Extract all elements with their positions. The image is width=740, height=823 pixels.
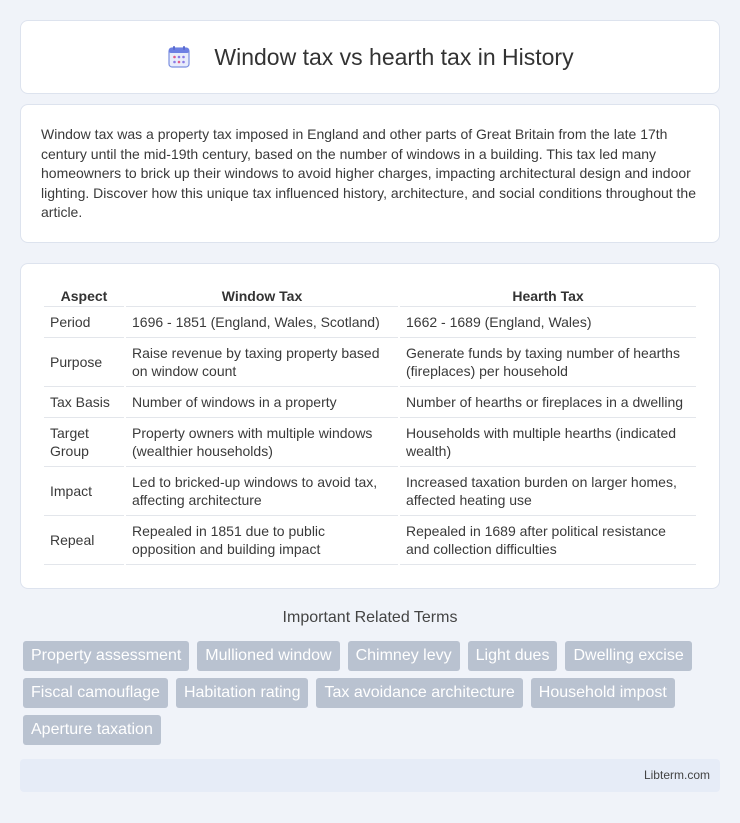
- footer: [20, 759, 720, 792]
- related-term[interactable]: Property assessment: [23, 641, 189, 671]
- comparison-table: [42, 284, 698, 565]
- header-hearth-tax: Hearth Tax: [400, 284, 696, 307]
- footer-site-link[interactable]: Libterm.com: [643, 768, 710, 782]
- calendar-icon: [166, 44, 192, 70]
- comparison-table-card: [20, 263, 720, 589]
- intro-card: [20, 104, 720, 243]
- table-row: [44, 387, 696, 418]
- related-term[interactable]: Habitation rating: [176, 678, 309, 708]
- cell-window-tax: 1696 - 1851 (England, Wales, Scotland): [126, 307, 398, 338]
- cell-hearth-tax: Generate funds by taxing number of hearths (fireplaces) per household: [400, 338, 696, 387]
- table-row: [44, 338, 696, 387]
- cell-aspect: Repeal: [44, 516, 124, 565]
- cell-aspect: Impact: [44, 467, 124, 516]
- cell-window-tax: Repealed in 1851 due to public opposition and building impact: [126, 516, 398, 565]
- table-header-row: [44, 284, 696, 307]
- cell-aspect: Purpose: [44, 338, 124, 387]
- related-term[interactable]: Household impost: [531, 678, 675, 708]
- related-term[interactable]: Chimney levy: [348, 641, 460, 671]
- related-term[interactable]: Tax avoidance architecture: [316, 678, 522, 708]
- related-term[interactable]: Fiscal camouflage: [23, 678, 168, 708]
- cell-hearth-tax: Repealed in 1689 after political resistance and collection difficulties: [400, 516, 696, 565]
- related-terms-title: Important Related Terms: [282, 609, 458, 626]
- cell-window-tax: Number of windows in a property: [126, 387, 398, 418]
- cell-window-tax: Property owners with multiple windows (wealthier households): [126, 418, 398, 467]
- cell-aspect: Period: [44, 307, 124, 338]
- intro-text: Window tax was a property tax imposed in England and other parts of Great Britain from the late 17th century until the mid-19th century, based on the number of windows in a building. This tax led many homeowners to brick up their windows to avoid higher charges, impacting architectural design and indoor lighting. Discover how this unique tax influenced history, architecture, and social conditions throughout the article.: [41, 126, 697, 221]
- cell-hearth-tax: Households with multiple hearths (indicated wealth): [400, 418, 696, 467]
- cell-hearth-tax: 1662 - 1689 (England, Wales): [400, 307, 696, 338]
- header-aspect: Aspect: [44, 284, 124, 307]
- header-card: [20, 20, 720, 94]
- cell-aspect: Tax Basis: [44, 387, 124, 418]
- cell-aspect: Target Group: [44, 418, 124, 467]
- table-row: [44, 418, 696, 467]
- related-term[interactable]: Aperture taxation: [23, 715, 161, 745]
- page-title: Window tax vs hearth tax in History: [214, 43, 574, 70]
- table-row: [44, 307, 696, 338]
- related-term[interactable]: Mullioned window: [197, 641, 339, 671]
- table-row: [44, 467, 696, 516]
- cell-window-tax: Raise revenue by taxing property based on window count: [126, 338, 398, 387]
- related-term[interactable]: Light dues: [468, 641, 558, 671]
- table-row: [44, 516, 696, 565]
- cell-hearth-tax: Increased taxation burden on larger homes, affected heating use: [400, 467, 696, 516]
- header-window-tax: Window Tax: [126, 284, 398, 307]
- cell-hearth-tax: Number of hearths or fireplaces in a dwelling: [400, 387, 696, 418]
- cell-window-tax: Led to bricked-up windows to avoid tax, affecting architecture: [126, 467, 398, 516]
- related-term[interactable]: Dwelling excise: [565, 641, 691, 671]
- related-terms-list: [23, 641, 723, 745]
